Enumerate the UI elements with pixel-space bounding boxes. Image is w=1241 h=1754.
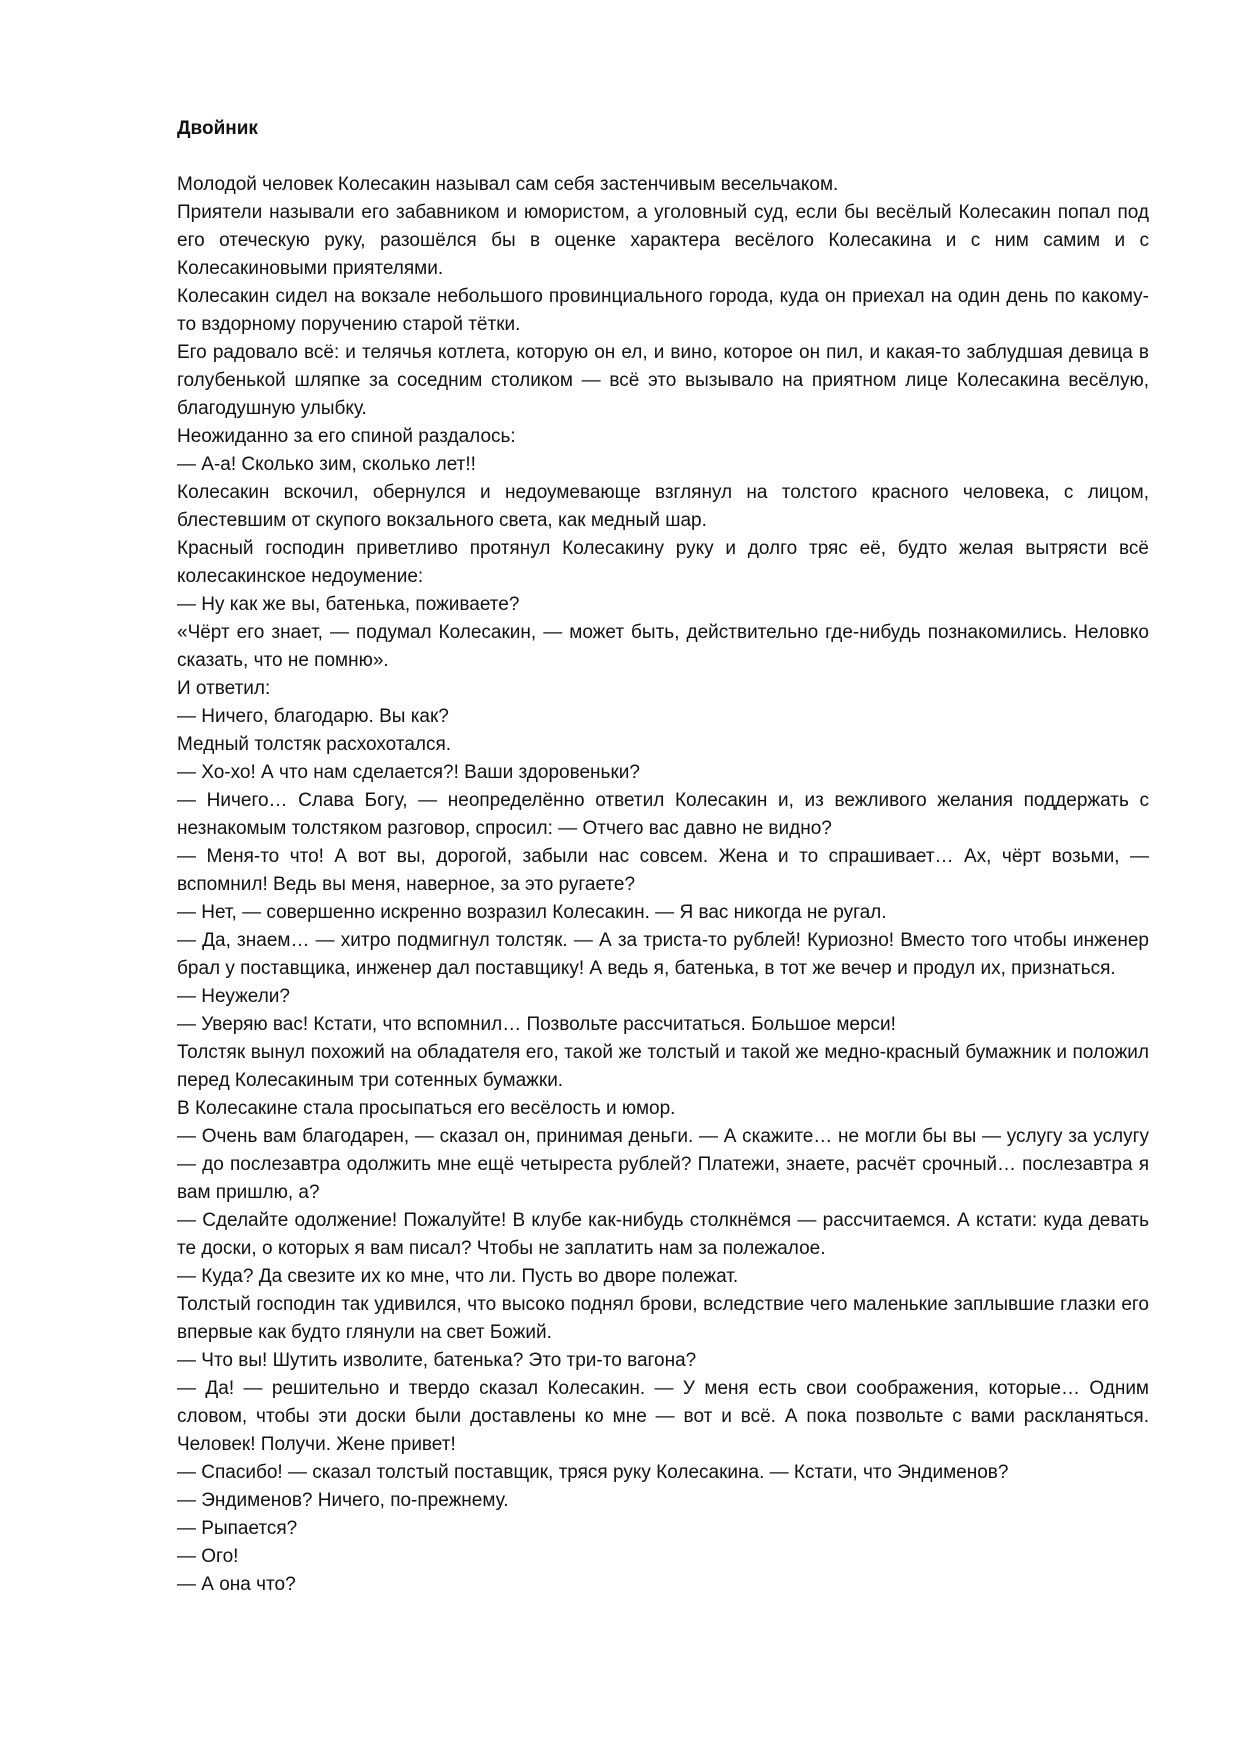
paragraph: Колесакин сидел на вокзале небольшого провинциального города, куда он приехал на один день по какому-то вздорному поручению старой тётки. — [177, 286, 1149, 335]
paragraph: — А она что? — [177, 1574, 296, 1595]
paragraph: — Да, знаем… — хитро подмигнул толстяк. — А за триста-то рублей! Куриозно! Вместо того чтобы инженер брал у поставщика, инженер дал поставщику! А ведь я, батенька, в тот же вечер и продул их, признаться. — [177, 930, 1149, 979]
paragraph: И ответил: — [177, 678, 271, 699]
paragraph: — Уверяю вас! Кстати, что вспомнил… Позвольте рассчитаться. Большое мерси! — [177, 1014, 896, 1035]
paragraph: — Да! — решительно и твердо сказал Колесакин. — У меня есть свои соображения, которые… Одним словом, чтобы эти доски были доставлены ко мне — вот и всё. А пока позвольте с вами раскланяться. Человек! Получи. Жене привет! — [177, 1378, 1149, 1455]
paragraph: — Рыпается? — [177, 1518, 298, 1539]
paragraph: — Ого! — [177, 1546, 239, 1567]
paragraph: — Нет, — совершенно искренно возразил Колесакин. — Я вас никогда не ругал. — [177, 902, 887, 923]
paragraph: — Меня-то что! А вот вы, дорогой, забыли нас совсем. Жена и то спрашивает… Ах, чёрт возьми, — вспомнил! Ведь вы меня, наверное, за это ругаете? — [177, 846, 1149, 895]
paragraph: — Ну как же вы, батенька, поживаете? — [177, 594, 520, 615]
paragraph: — Ничего, благодарю. Вы как? — [177, 706, 449, 727]
paragraph: Его радовало всё: и телячья котлета, которую он ел, и вино, которое он пил, и какая-то заблудшая девица в голубенькой шляпке за соседним столиком — всё это вызывало на приятном лице Колесакина весёлую, благодушную улыбку. — [177, 342, 1149, 419]
paragraph: — А-а! Сколько зим, сколько лет!! — [177, 454, 476, 475]
paragraph: Медный толстяк расхохотался. — [177, 734, 452, 755]
paragraph: — Неужели? — [177, 986, 290, 1007]
document-body — [177, 115, 1149, 1599]
paragraph: Молодой человек Колесакин называл сам себя застенчивым весельчаком. — [177, 174, 839, 195]
paragraph: — Ничего… Слава Богу, — неопределённо ответил Колесакин и, из вежливого желания поддержать с незнакомым толстяком разговор, спросил: — Отчего вас давно не видно? — [177, 790, 1149, 839]
paragraph: — Спасибо! — сказал толстый поставщик, тряся руку Колесакина. — Кстати, что Эндименов? — [177, 1462, 1009, 1483]
paragraph: — Эндименов? Ничего, по-прежнему. — [177, 1490, 509, 1511]
paragraph: — Куда? Да свезите их ко мне, что ли. Пусть во дворе полежат. — [177, 1266, 739, 1287]
paragraph: Толстый господин так удивился, что высоко поднял брови, вследствие чего маленькие заплывшие глазки его впервые как будто глянули на свет Божий. — [177, 1294, 1149, 1343]
paragraph: — Очень вам благодарен, — сказал он, принимая деньги. — А скажите… не могли бы вы — услугу за услугу — до послезавтра одолжить мне ещё четыреста рублей? Платежи, знаете, расчёт срочный… послезавтра я вам пришлю, а? — [177, 1126, 1149, 1203]
document-title: Двойник — [177, 118, 258, 139]
paragraph: — Хо-хо! А что нам сделается?! Ваши здоровеньки? — [177, 762, 640, 783]
paragraph: В Колесакине стала просыпаться его весёлость и юмор. — [177, 1098, 676, 1119]
paragraph: Красный господин приветливо протянул Колесакину руку и долго тряс её, будто желая вытрясти всё колесакинское недоумение: — [177, 538, 1149, 587]
paragraph: — Что вы! Шутить изволите, батенька? Это три-то вагона? — [177, 1350, 697, 1371]
paragraph: Неожиданно за его спиной раздалось: — [177, 426, 516, 447]
title-spacer — [177, 143, 1149, 171]
paragraph: Толстяк вынул похожий на обладателя его, такой же толстый и такой же медно-красный бумажник и положил перед Колесакиным три сотенных бумажки. — [177, 1042, 1149, 1091]
paragraph: Колесакин вскочил, обернулся и недоумевающе взглянул на толстого красного человека, с лицом, блестевшим от скупого вокзального света, как медный шар. — [177, 482, 1149, 531]
paragraph: — Сделайте одолжение! Пожалуйте! В клубе как-нибудь столкнёмся — рассчитаемся. А кстати: куда девать те доски, о которых я вам писал? Чтобы не заплатить нам за полежалое. — [177, 1210, 1149, 1259]
paragraph: «Чёрт его знает, — подумал Колесакин, — может быть, действительно где-нибудь познакомились. Неловко сказать, что не помню». — [177, 622, 1149, 671]
paragraph: Приятели называли его забавником и юмористом, а уголовный суд, если бы весёлый Колесакин попал под его отеческую руку, разошёлся бы в оценке характера весёлого Колесакина и с ним самим и с Колесакиновыми приятелями. — [177, 202, 1149, 279]
